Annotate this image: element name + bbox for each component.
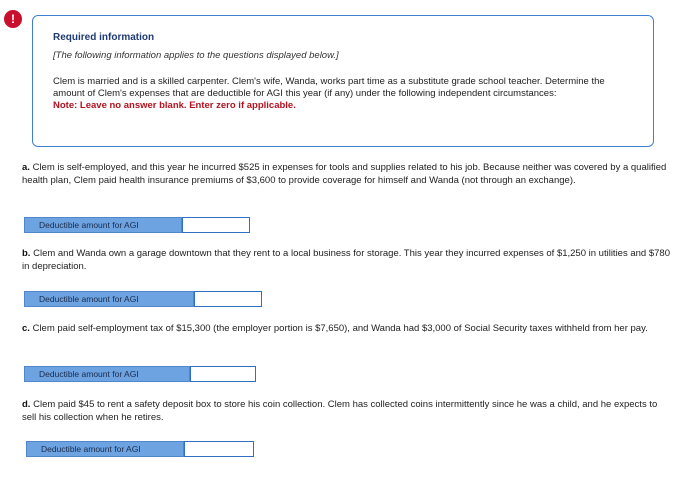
info-note: Note: Leave no answer blank. Enter zero if applicable. bbox=[53, 100, 296, 111]
question-b-text: Clem and Wanda own a garage downtown that they rent to a local business for storage. This year they incurred expenses of $1,250 in utilities and $780 in depreciation. bbox=[22, 248, 670, 272]
question-d-letter: d. bbox=[22, 399, 31, 410]
question-c-text: Clem paid self-employment tax of $15,300 (the employer portion is $7,650), and Wanda had $3,000 of Social Security taxes withheld from her pay. bbox=[32, 323, 648, 334]
answer-d-label: Deductible amount for AGI bbox=[26, 441, 184, 457]
answer-b-input[interactable] bbox=[194, 291, 262, 307]
question-a-letter: a. bbox=[22, 162, 30, 173]
question-d bbox=[22, 399, 672, 424]
answer-b-label: Deductible amount for AGI bbox=[24, 291, 194, 307]
answer-a-input[interactable] bbox=[182, 217, 250, 233]
question-b-letter: b. bbox=[22, 248, 31, 259]
question-d-text: Clem paid $45 to rent a safety deposit box to store his coin collection. Clem has collected coins intermittently since he was a child, and he expects to sell his collection when he retires. bbox=[22, 399, 658, 423]
question-c bbox=[22, 323, 672, 336]
question-c-letter: c. bbox=[22, 323, 30, 334]
required-information-box bbox=[32, 15, 654, 147]
answer-row-a bbox=[24, 217, 250, 233]
info-body: Clem is married and is a skilled carpenter. Clem's wife, Wanda, works part time as a substitute grade school teacher. Determine the amount of Clem's expenses that are deductible for AGI this year (if any) under the following independent circumstances: bbox=[53, 76, 605, 99]
answer-row-c bbox=[24, 366, 256, 382]
answer-a-label: Deductible amount for AGI bbox=[24, 217, 182, 233]
question-a-text: Clem is self-employed, and this year he incurred $525 in expenses for tools and supplies related to his job. Because neither was covered by a qualified health plan, Clem paid health insurance premiums of $3,600 to provide coverage for himself and Wanda (not through an exchange). bbox=[22, 162, 667, 186]
alert-icon: ! bbox=[4, 10, 22, 28]
answer-row-d bbox=[26, 441, 254, 457]
answer-c-input[interactable] bbox=[190, 366, 256, 382]
question-b bbox=[22, 248, 672, 273]
answer-d-input[interactable] bbox=[184, 441, 254, 457]
info-subtitle: [The following information applies to the questions displayed below.] bbox=[53, 50, 339, 61]
answer-row-b bbox=[24, 291, 262, 307]
answer-c-label: Deductible amount for AGI bbox=[24, 366, 190, 382]
info-title: Required information bbox=[53, 32, 155, 43]
question-a bbox=[22, 162, 672, 187]
